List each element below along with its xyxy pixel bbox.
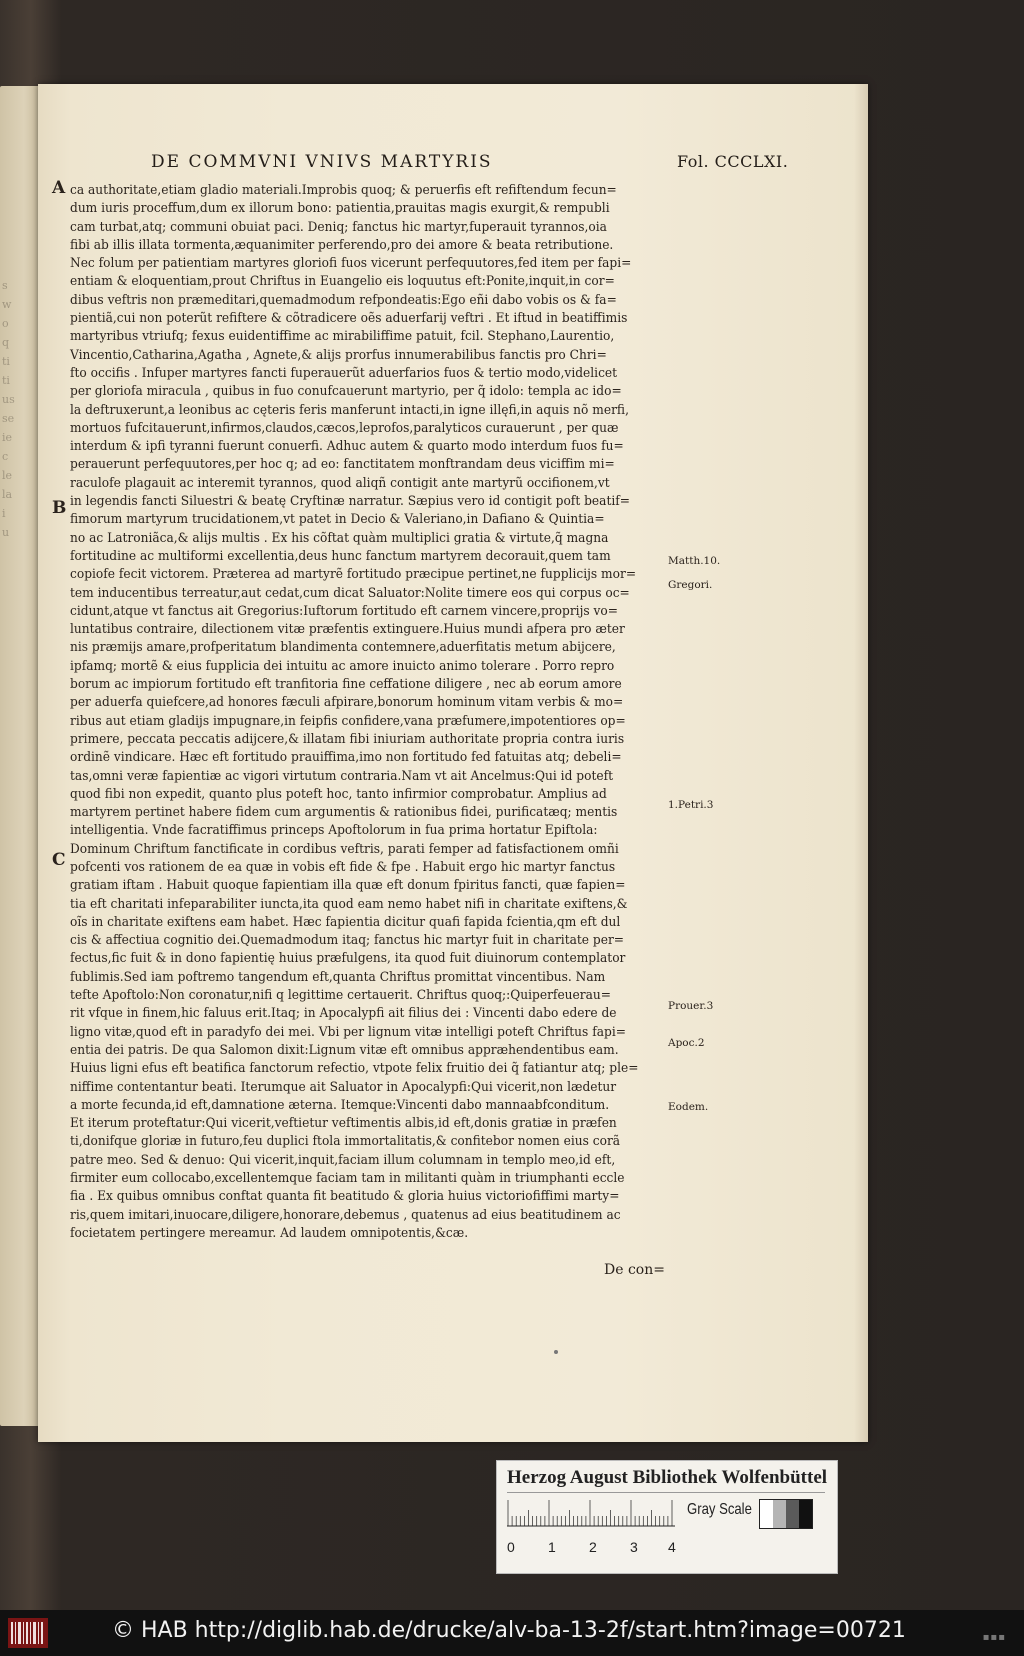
gray-swatch <box>799 1500 812 1528</box>
running-head <box>151 152 789 172</box>
text-line: pientiã,cui non poterũt refiftere & cõtradicere oẽs aduerfarij veftri . Et iftud in beatiffimis <box>70 311 628 327</box>
margin-note: Matth.10. <box>668 555 721 567</box>
menu-icon[interactable]: ▪▪▪ <box>982 1632 1006 1643</box>
text-line: perauerunt perfequutores,per hoc q; ad eo: fanctitatem monftrandam deus viciffim mi= <box>70 457 615 473</box>
text-line: Et iterum proteftatur:Qui vicerit,veftietur veftimentis albis,id eft,donis gratiæ in præfen <box>70 1116 617 1132</box>
text-line: firmiter eum collocabo,excellentemque faciam tam in militanti quàm in triumphanti eccle <box>70 1171 625 1187</box>
text-line: tas,omni veræ fapientiæ ac vigori virtutum contraria.Nam vt ait Ancelmus:Qui id poteft <box>70 768 614 784</box>
text-line: quod fibi non expedit, quanto plus poteft hoc, tanto infirmior comprobatur. Amplius ad <box>70 786 607 802</box>
text-line: a morte fecunda,id eft,damnatione æterna. Itemque:Vincenti dabo mannaabfconditum. <box>70 1097 610 1113</box>
text-line: fortitudine ac multiformi excellentia,deus hunc fanctum martyrem decorauit,quem tam <box>70 548 611 564</box>
text-line: ipfamq; mortẽ & eius fupplicia dei intuitu ac amore inuicto animo tolerare . Porro repro <box>70 658 615 674</box>
ruler-label: 0 <box>507 1539 515 1555</box>
text-line: oĩs in charitate exiftens eam habet. Hæc fapientia dicitur quafi fapida fcientia,qm eft dul <box>70 914 621 930</box>
margin-note: Eodem. <box>668 1101 709 1113</box>
text-line: raculofe plagauit ac interemit tyrannos, quod aliqñ contigit ante martyrũ occifionem,vt <box>70 475 610 491</box>
copyright-url: © HAB http://diglib.hab.de/drucke/alv-ba-13-2f/start.htm?image=00721 <box>112 1618 906 1643</box>
text-line: Huius ligni efus eft beatifica fanctorum refectio, vtpote felix fruitio dei q̃ fatiantur atq; ple= <box>70 1061 639 1077</box>
section-letter-b: B <box>52 498 67 518</box>
text-line: in legendis fancti Siluestri & beatę Cryftinæ narratur. Sæpius vero id contigit poft beatif= <box>70 494 631 510</box>
previous-leaf-edge <box>0 86 40 1426</box>
text-line: fia . Ex quibus omnibus conftat quanta fit beatitudo & gloria huius victoriofiffimi marty= <box>70 1189 620 1205</box>
margin-note: Apoc.2 <box>668 1037 705 1049</box>
library-name: Herzog August Bibliothek Wolfenbüttel <box>507 1467 825 1493</box>
text-line: borum ac impiorum fortitudo eft tranfitoria fine ceffatione diligere , nec ab eorum amore <box>70 677 622 693</box>
text-line: ordinẽ vindicare. Hæc eft fortitudo prauiffima,imo non fortitudo fed fatuitas atq; debeli= <box>70 750 622 766</box>
text-line: interdum & ipfi tyranni fuerunt conuerfi. Adhuc autem & quarto modo interdum fuos fu= <box>70 439 624 455</box>
text-line: entiam & eloquentiam,prout Chriftus in Euangelio eis loquutus eft:Ponite,inquit,in cor= <box>70 274 615 290</box>
footer-bar <box>0 1610 1024 1656</box>
text-line: Vincentio,Catharina,Agatha , Agnete,& alijs prorfus innumerabilibus fanctis pro Chri= <box>70 347 607 363</box>
gray-swatch <box>760 1500 773 1528</box>
text-line: dibus veftris non præmeditari,quemadmodum refpondeatis:Ego eñi dabo vobis os & fa= <box>70 292 617 308</box>
gray-swatch <box>786 1500 799 1528</box>
text-line: luntatibus contraire, dilectionem vitæ præfentis extinguere.Huius mundi afpera pro æter <box>70 622 625 638</box>
text-line: niffime contentantur beati. Iterumque ait Saluator in Apocalypfi:Qui vicerit,non lædetur <box>70 1079 617 1095</box>
text-line: fimorum martyrum trucidationem,vt patet in Decio & Valeriano,in Dafiano & Quintia= <box>70 512 605 528</box>
gray-scale-bar <box>759 1499 813 1529</box>
ruler-label: 3 <box>630 1539 638 1555</box>
text-line: patre meo. Sed & denuo: Qui vicerit,inquit,faciam illum columnam in templo meo,id eft, <box>70 1152 616 1168</box>
ruler-scale <box>507 1499 675 1527</box>
text-line: martyribus vtriufq; fexus euidentiffime ac mirabiliffime patuit, fcil. Stephano,Laurentio, <box>70 329 615 345</box>
text-line: martyrem pertinet habere fidem cum argumentis & rationibus fidei, purificatæq; mentis <box>70 805 618 821</box>
text-line: cis & affectiua cognitio dei.Quemadmodum itaq; fanctus hic martyr fuit in charitate per= <box>70 933 625 949</box>
text-line: tem inducentibus terreatur,aut cedat,cum dicat Saluator:Nolite timere eos qui corpus oc= <box>70 585 630 601</box>
text-line: ti,donifque gloriæ in futuro,feu duplici ftola immortalitatis,& confitebor nomen eius corã <box>70 1134 621 1150</box>
section-letter-a: A <box>52 178 66 198</box>
margin-note: 1.Petri.3 <box>668 799 714 811</box>
bleed-through-text: s w o q ti ti us se ie c le la i u <box>2 279 15 539</box>
color-scale-card <box>496 1460 838 1574</box>
text-line: ris,quem imitari,inuocare,diligere,honorare,debemus , quatenus ad eius beatitudinem ac <box>70 1207 621 1223</box>
text-line: pofcenti vos rationem de ea quæ in vobis eft fide & fpe . Habuit ergo hic martyr fanctus <box>70 859 616 875</box>
text-line: gratiam iftam . Habuit quoque fapientiam illa quæ eft donum fpiritus fancti, quæ fapien= <box>70 878 626 894</box>
text-line: tia eft charitati infeparabiliter iuncta,ita quod eam nemo habet nifi in charitate exiftens,& <box>70 896 628 912</box>
text-line: per gloriofa miracula , quibus in fuo conufcauerunt martyrio, per q̃ idolo: templa ac ido= <box>70 384 622 400</box>
text-line: nis præmijs amare,profperitatum blandimenta contemnere,aduerfitatis metum abijcere, <box>70 640 616 656</box>
text-line: primere, peccata peccatis adijcere,& illatam fibi iniuriam authoritate propria contra iuris <box>70 731 625 747</box>
margin-note: Gregori. <box>668 579 713 591</box>
text-line: fublimis.Sed iam poftremo tangendum eft,quanta Chriftus promittat vincentibus. Nam <box>70 969 606 985</box>
text-line: fibi ab illis illata tormenta,æquanimiter perferendo,pro dei amore & beata retributione. <box>70 237 614 253</box>
text-line: intelligentia. Vnde facratiffimus princeps Apoftolorum in fua prima hortatur Epiftola: <box>70 823 598 839</box>
section-letter-c: C <box>52 850 66 870</box>
catchword: De con= <box>604 1262 665 1278</box>
margin-note: Prouer.3 <box>668 1000 714 1012</box>
text-line: fectus,fic fuit & in dono fapientię huius præfulgens, ita quod fuit diuinorum contemplator <box>70 951 626 967</box>
body-text <box>70 182 700 1243</box>
text-line: ca authoritate,etiam gladio materiali.Improbis quoq; & peruerfis eft refiftendum fecun= <box>70 183 617 198</box>
text-line: Nec folum per patientiam martyres gloriofi fuos vicerunt perfequutores,fed item per fapi= <box>70 256 632 272</box>
text-line: dum iuris proceffum,dum ex illorum bono: patientia,prauitas magis exurgit,& rempubli <box>70 201 610 217</box>
gray-swatch <box>773 1500 786 1528</box>
text-line: per aduerfa quiefcere,ad honores fæculi afpirare,bonorum hominum vitam verbis & mo= <box>70 695 624 711</box>
ruler-label: 2 <box>589 1539 597 1555</box>
barcode-icon <box>8 1618 48 1648</box>
text-line: cidunt,atque vt fanctus ait Gregorius:Iuftorum fortitudo eft carnem vincere,proprijs vo= <box>70 603 619 619</box>
page-edge-shadow <box>854 84 868 1442</box>
text-line: copiofe fecit victorem. Præterea ad martyrẽ fortitudo præcipue pertinet,ne fupplicijs mor= <box>70 567 637 583</box>
text-line: tefte Apoftolo:Non coronatur,nifi q legittime certauerit. Chriftus quoq;:Quiperfeuerau= <box>70 988 612 1004</box>
paper-speck <box>554 1350 558 1354</box>
book-page <box>38 84 868 1442</box>
text-line: Dominum Chriftum fanctificate in cordibus veftris, parati femper ad fatisfactionem omñi <box>70 841 619 857</box>
ruler-label: 1 <box>548 1539 556 1555</box>
text-line: entia dei patris. De qua Salomon dixit:Lignum vitæ eft omnibus appræhendentibus eam. <box>70 1042 619 1058</box>
text-line: focietatem pertingere mereamur. Ad laudem omnipotentis,&cæ. <box>70 1225 469 1241</box>
text-line: cam turbat,atq; communi obuiat paci. Deniq; fanctus hic martyr,fuperauit tyrannos,oia <box>70 219 607 235</box>
text-line: mortuos fufcitauerunt,infirmos,claudos,cæcos,leprofos,paralyticos curauerunt , per quæ <box>70 420 619 436</box>
gray-scale-label: Gray Scale <box>687 1501 752 1518</box>
ruler-label: 4 <box>668 1539 676 1555</box>
text-line: rit vfque in finem,hic faluus erit.Itaq; in Apocalypfi ait filius dei : Vincenti dabo edere de <box>70 1006 617 1022</box>
running-head-title: DE COMMVNI VNIVS MARTYRIS <box>151 152 493 172</box>
text-line: la deftruxerunt,a leonibus ac cęteris feris manferunt intacti,in igne illęfi,in aquis nõ merfi, <box>70 402 629 418</box>
text-line: fto occifis . Infuper martyres fancti fuperauerũt aduerfarios fuos & tertio modo,videlicet <box>70 365 618 381</box>
text-line: no ac Latroniãca,& alijs multis . Ex his cõftat quàm multiplici gratia & virtute,q̃ magna <box>70 530 609 546</box>
text-line: ribus aut etiam gladijs impugnare,in feipfis confidere,vana præfumere,impotentiores op= <box>70 713 626 729</box>
text-line: ligno vitæ,quod eft in paradyfo dei mei. Vbi per lignum vitæ intelligi poteft Chriftus fapi= <box>70 1024 626 1040</box>
folio-number: Fol. CCCLXI. <box>677 152 789 171</box>
